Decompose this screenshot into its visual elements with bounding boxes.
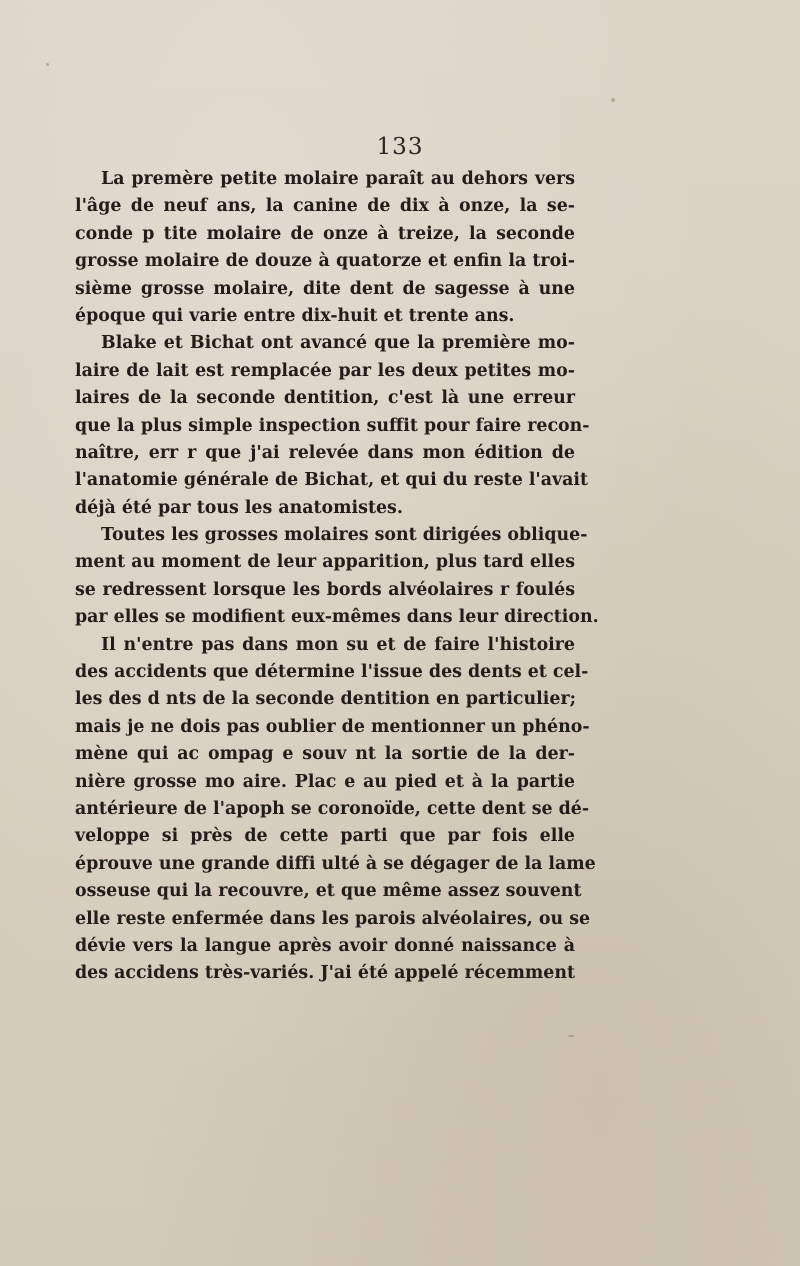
text-line: elle reste enfermée dans les parois alvéolaires, ou se: [75, 908, 591, 929]
text-line: que la plus simple inspection suffit pour faire recon-: [75, 415, 590, 436]
text-line: osseuse qui la recouvre, et que même assez souvent: [75, 881, 582, 902]
text-line: ment au moment de leur apparition, plus tard elles: [75, 552, 575, 573]
text-line: mène qui ac ompag e souv nt la sortie de la der-: [75, 744, 575, 765]
text-line: Toutes les grosses molaires sont dirigées oblique-: [101, 525, 588, 546]
text-line: les des d nts de la seconde dentition en particulier;: [75, 689, 577, 710]
text-line: Blake et Bichat ont avancé que la première mo-: [101, 333, 575, 354]
paper-spot: [46, 63, 49, 66]
paper-spot: [611, 98, 615, 102]
text-line: mais je ne dois pas oublier de mentionner un phéno-: [75, 716, 590, 737]
text-line: naître, err r que j'ai relevée dans mon édition de: [75, 442, 575, 463]
text-line: se redressent lorsque les bords alvéolaires r foulés: [75, 579, 575, 600]
text-line: antérieure de l'apoph se coronoïde, cette dent se dé-: [75, 798, 590, 819]
text-line: des accidents que détermine l'issue des dents et cel-: [75, 662, 589, 683]
text-line: déjà été par tous les anatomistes.: [75, 497, 403, 518]
text-line: sième grosse molaire, dite dent de sagesse à une: [75, 278, 575, 299]
text-line: l'anatomie générale de Bichat, et qui du reste l'avait: [75, 470, 589, 491]
text-line: époque qui varie entre dix-huit et trente ans.: [75, 305, 515, 326]
text-line: laire de lait est remplacée par les deux petites mo-: [75, 360, 575, 381]
text-line: laires de la seconde dentition, c'est là une erreur: [75, 388, 575, 409]
text-line: l'âge de neuf ans, la canine de dix à onze, la se-: [75, 196, 575, 217]
text-line: dévie vers la langue après avoir donné naissance à: [75, 935, 575, 956]
body-text: [75, 166, 599, 988]
text-line: nière grosse mo aire. Plac e au pied et à la partie: [75, 771, 575, 792]
text-line: La premère petite molaire paraît au dehors vers: [101, 169, 575, 189]
text-line: conde p tite molaire de onze à treize, la seconde: [75, 223, 575, 244]
text-line: veloppe si près de cette parti que par fois elle: [75, 826, 575, 847]
text-line: grosse molaire de douze à quatorze et enfin la troi-: [75, 251, 575, 272]
text-line: par elles se modifient eux-mêmes dans leur direction.: [75, 607, 599, 628]
text-line: des accidens très-variés. J'ai été appelé récemment: [75, 963, 575, 984]
page-number: 133: [376, 134, 424, 160]
text-line: Il n'entre pas dans mon su et de faire l'histoire: [101, 634, 575, 655]
text-line: éprouve une grande diffi ulté à se dégager de la lame: [75, 853, 596, 874]
paper-spot: [568, 1035, 574, 1037]
